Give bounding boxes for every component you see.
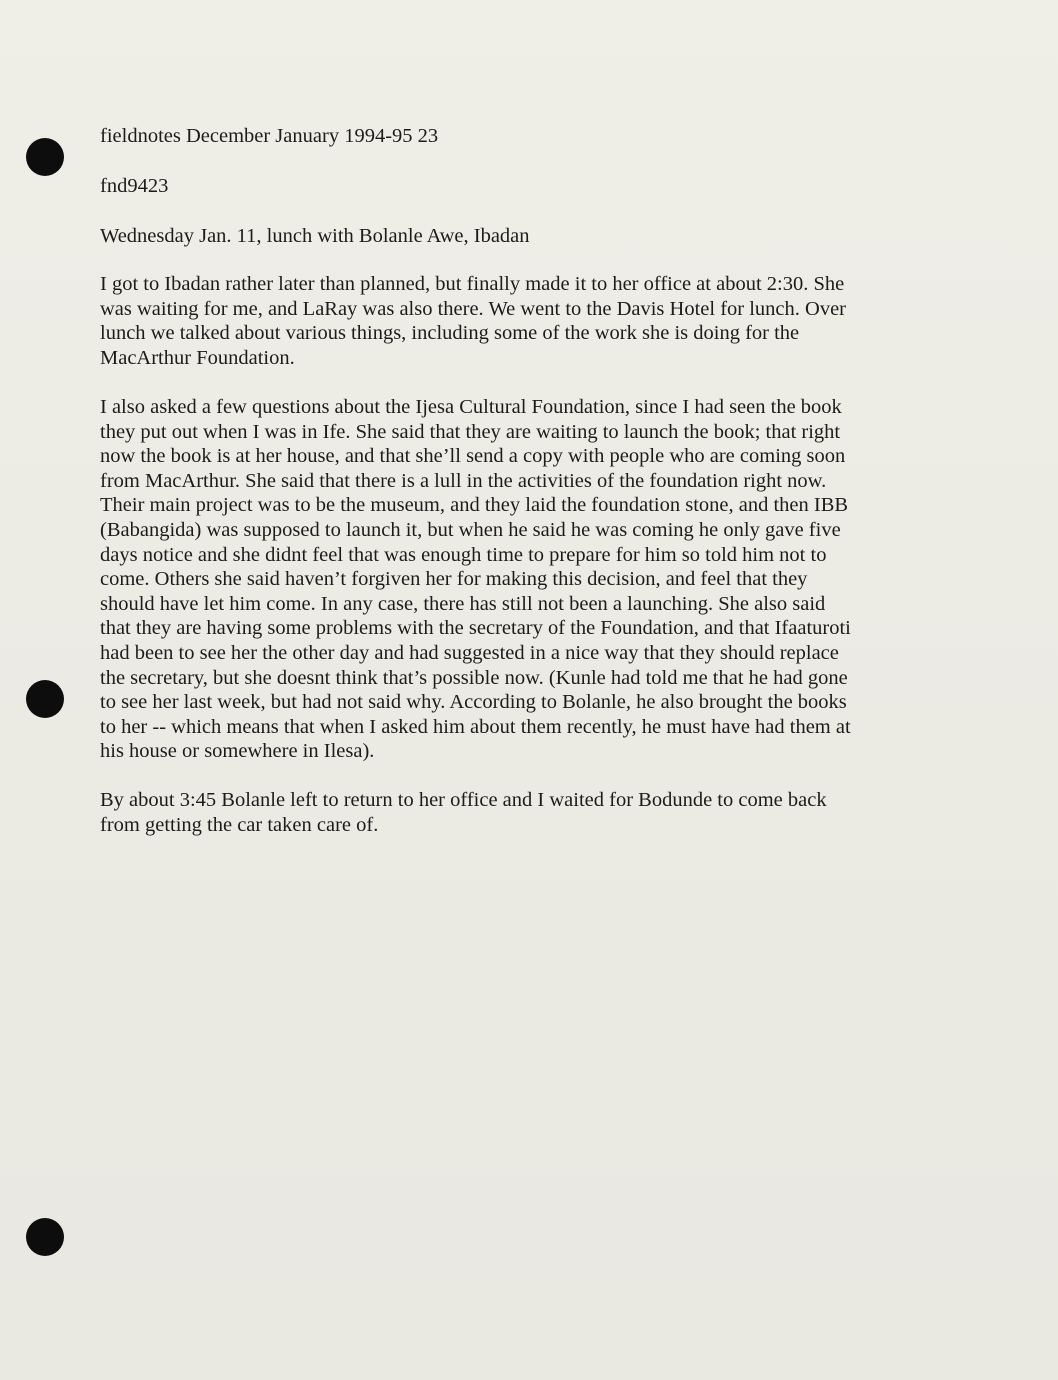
paragraph-line: had been to see her the other day and had suggested in a nice way that they should replace xyxy=(100,641,839,664)
paragraph-line: I got to Ibadan rather later than planned, but finally made it to her office at about 2:30. She xyxy=(100,273,845,295)
paragraph-2 xyxy=(100,395,930,764)
paragraph-line: was waiting for me, and LaRay was also there. We went to the Davis Hotel for lunch. Over xyxy=(100,297,847,320)
entry-title: Wednesday Jan. 11, lunch with Bolanle Awe, Ibadan xyxy=(100,225,530,247)
paragraph-line: By about 3:45 Bolanle left to return to her office and I waited for Bodunde to come back xyxy=(100,789,827,811)
paragraph-line: MacArthur Foundation. xyxy=(100,346,295,369)
file-id: fnd9423 xyxy=(100,175,169,197)
paragraph-line: to see her last week, but had not said why. According to Bolanle, he also brought the books xyxy=(100,691,847,714)
paragraph-line: come. Others she said haven’t forgiven her for making this decision, and feel that they xyxy=(100,568,808,591)
paragraph-line: from getting the car taken care of. xyxy=(100,813,379,836)
paragraph-line: from MacArthur. She said that there is a lull in the activities of the foundation right now. xyxy=(100,469,827,492)
paragraph-line: should have let him come. In any case, there has still not been a launching. She also said xyxy=(100,592,826,615)
paragraph-line: lunch we talked about various things, including some of the work she is doing for the xyxy=(100,322,800,345)
punch-hole-bottom xyxy=(26,1218,64,1256)
paragraph-line: to her -- which means that when I asked him about them recently, he must have had them at xyxy=(100,715,851,738)
header-line: fieldnotes December January 1994-95 23 xyxy=(100,125,439,147)
punch-hole-top xyxy=(26,138,64,176)
paragraph-line: days notice and she didnt feel that was enough time to prepare for him so told him not to xyxy=(100,543,827,566)
paragraph-line: that they are having some problems with the secretary of the Foundation, and that Ifaaturoti xyxy=(100,617,851,640)
paragraph-1 xyxy=(100,272,930,370)
paragraph-line: now the book is at her house, and that she’ll send a copy with people who are coming soon xyxy=(100,445,846,468)
paragraph-line: the secretary, but she doesnt think that’s possible now. (Kunle had told me that he had gone xyxy=(100,666,848,689)
punch-hole-middle xyxy=(26,680,64,718)
paragraph-line: they put out when I was in Ife. She said that they are waiting to launch the book; that right xyxy=(100,420,841,443)
paragraph-line: I also asked a few questions about the Ijesa Cultural Foundation, since I had seen the book xyxy=(100,396,842,418)
paragraph-line: his house or somewhere in Ilesa). xyxy=(100,740,375,763)
paragraph-3 xyxy=(100,788,930,837)
paragraph-line: (Babangida) was supposed to launch it, but when he said he was coming he only gave five xyxy=(100,518,841,541)
paragraph-line: Their main project was to be the museum, and they laid the foundation stone, and then IBB xyxy=(100,494,849,517)
